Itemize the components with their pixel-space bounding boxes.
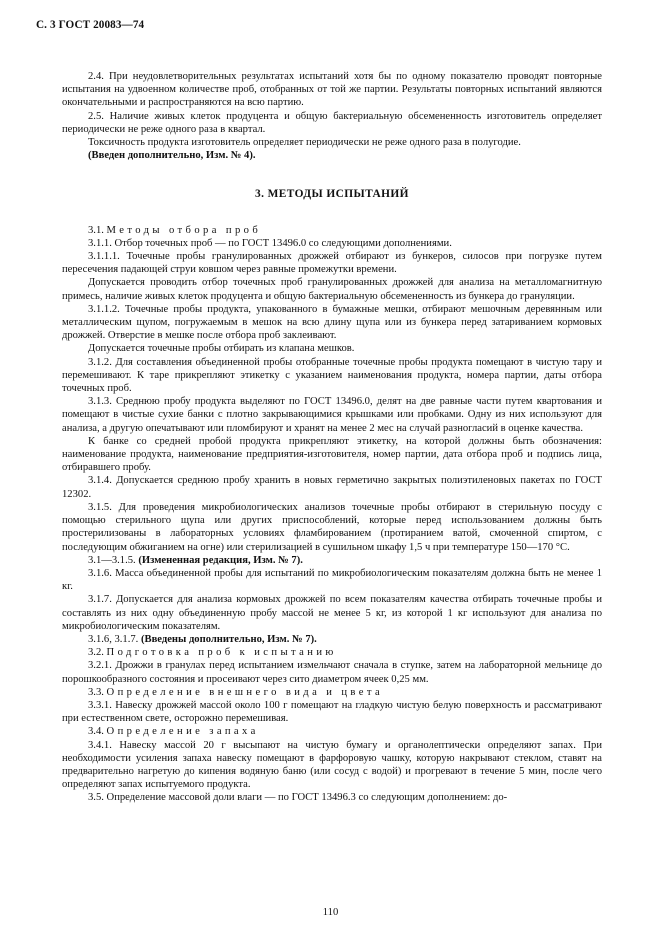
paragraph-3-1-1-1: 3.1.1.1. Точечные пробы гранулированных дрожжей отбирают из бункеров, силосов при погрузке путем пересечения падающей струи ковшом через равные промежутки времени. bbox=[62, 251, 602, 276]
amendment-note-7a bbox=[62, 554, 602, 567]
document-body bbox=[62, 70, 602, 805]
heading-number: 3.3. bbox=[88, 686, 104, 698]
paragraph-label: К банке со средней пробой продукта прикрепляют этикетку, на которой должны быть обозначения: наименование продукта, наименование предприятия-изготовителя, номер партии, дата отбора проб и подпись лица, отбиравшего пробу. bbox=[62, 435, 602, 474]
heading-3-2 bbox=[62, 646, 602, 659]
amendment-note-7b bbox=[62, 633, 602, 646]
paragraph-3-2-1: 3.2.1. Дрожжи в гранулах перед испытанием измельчают сначала в ступке, затем на лабораторной мельнице до порошкообразного состояния и просеивают через сито диаметром ячеек 0,25 мм. bbox=[62, 660, 602, 685]
paragraph-3-1-2: 3.1.2. Для составления объединенной пробы отобранные точечные пробы продукта помещают в чистую тару и перемешивают. К таре прикрепляют этикетку с указанием наименования продукта, номера партии, даты отбора точечных проб. bbox=[62, 356, 602, 395]
heading-number: 3.2. bbox=[88, 647, 104, 659]
page-number: 110 bbox=[322, 907, 339, 918]
paragraph-3-1-1-2: 3.1.1.2. Точечные пробы продукта, упакованного в бумажные мешки, отбирают мешочным деревянным или металлическим щупом, погружаемым в мешок на всю длину щупа или из бункера перед затариванием кормовых дрожжей. Отверстие в мешке после отбора проб заклеивают. bbox=[62, 303, 602, 342]
amendment-range: 3.1.6, 3.1.7. bbox=[88, 633, 139, 645]
running-header: С. 3 ГОСТ 20083—74 bbox=[36, 19, 145, 31]
paragraph-2-4: 2.4. При неудовлетворительных результатах испытаний хотя бы по одному показателю проводят повторные испытания на удвоенном количестве проб, отобранных от той же партии. Результаты повторных испытаний являются окончательными и распространяются на всю партию. bbox=[62, 71, 602, 109]
heading-3-3 bbox=[62, 686, 602, 699]
paragraph-granulation: Допускается проводить отбор точечных проб гранулированных дрожжей для анализа на металломагнитную примесь, наличие живых клеток продуцента и общую бактериальную обсемененность из бункера до грануляции. bbox=[62, 277, 602, 302]
heading-3-4 bbox=[62, 725, 602, 738]
paragraph-3-1-3: 3.1.3. Среднюю пробу продукта выделяют по ГОСТ 13496.0, делят на две равные части путем квартования и помещают в чистые сухие банки с плотно закрывающимися крышками или пробками. Одну из них используют для анализа, а другую опечатывают или пломбируют и хранят на менее 2 мес на случай разногласий в оценке качества. bbox=[62, 396, 602, 434]
paragraph-2-5: 2.5. Наличие живых клеток продуцента и общую бактериальную обсемененность изготовитель определяет периодически не реже одного раза в квартал. bbox=[62, 110, 602, 135]
paragraph-3-4-1: 3.4.1. Навеску массой 20 г высыпают на чистую бумагу и органолептически определяют запах. При необходимости усиления запаха навеску помещают в фарфоровую чашку, которую накрывают стеклом, ставят на предварительно нагретую до кипения водяную баню (или сосуд с водой) и прогревают в течение 5 мин, после чего определяют запах испытуемого продукта. bbox=[62, 739, 602, 791]
paragraph-valve: Допускается точечные пробы отбирать из клапана мешков. bbox=[88, 343, 355, 355]
paragraph-3-1-6: 3.1.6. Масса объединенной пробы для испытаний по микробиологическим показателям должна быть не менее 1 кг. bbox=[62, 567, 602, 593]
paragraph-3-1-7: 3.1.7. Допускается для анализа кормовых дрожжей по всем показателям качества отбирать точечные пробы и составлять из них одну объединенную пробу массой не менее 5 кг, из которой 1 кг используют для анализа по микробиологическим показателям. bbox=[62, 594, 602, 632]
paragraph-toxicity: Токсичность продукта изготовитель определяет периодически не реже одного раза в полугодие. bbox=[88, 137, 521, 149]
heading-number: 3.1. bbox=[88, 224, 104, 236]
heading-spaced-text: Определение внешнего вида и цвета bbox=[106, 686, 384, 698]
paragraph-3-3-1: 3.3.1. Навеску дрожжей массой около 100 г помещают на гладкую чистую белую поверхность и рассматривают при естественном свете, осторожно перемешивая. bbox=[62, 699, 602, 725]
amendment-range: 3.1—3.1.5. bbox=[88, 554, 136, 566]
paragraph-3-1-1: 3.1.1. Отбор точечных проб — по ГОСТ 13496.0 со следующими дополнениями. bbox=[88, 237, 452, 249]
paragraph-3-5: 3.5. Определение массовой доли влаги — по ГОСТ 13496.3 со следующим дополнением: до- bbox=[88, 792, 508, 804]
amendment-note-4: (Введен дополнительно, Изм. № 4). bbox=[88, 150, 256, 162]
heading-spaced-text: Определение запаха bbox=[106, 726, 259, 738]
section-title: 3. МЕТОДЫ ИСПЫТАНИЙ bbox=[255, 188, 409, 201]
amendment-text: (Введены дополнительно, Изм. № 7). bbox=[140, 633, 317, 645]
heading-3-1 bbox=[62, 224, 602, 237]
paragraph-3-1-4: 3.1.4. Допускается среднюю пробу хранить в новых герметично закрытых полиэтиленовых пакетах по ГОСТ 12302. bbox=[62, 475, 602, 500]
paragraph-3-1-5: 3.1.5. Для проведения микробиологических анализов точечные пробы отбирают в стерильную посуду с помощью стерильного щупа или других приспособлений, которые перед использованием должны быть простерилизованы в лабораторных условиях фламбированием (протиранием ватой, смоченной спиртом, с последующим обжиганием на огне) или стерилизацией в сушильном шкафу 1,5 ч при температуре 150—170 °С. bbox=[62, 501, 602, 553]
amendment-text: (Измененная редакция, Изм. № 7). bbox=[138, 554, 303, 566]
heading-spaced-text: Методы отбора проб bbox=[106, 224, 262, 236]
heading-number: 3.4. bbox=[88, 726, 104, 738]
heading-spaced-text: Подготовка проб к испытанию bbox=[106, 647, 337, 659]
